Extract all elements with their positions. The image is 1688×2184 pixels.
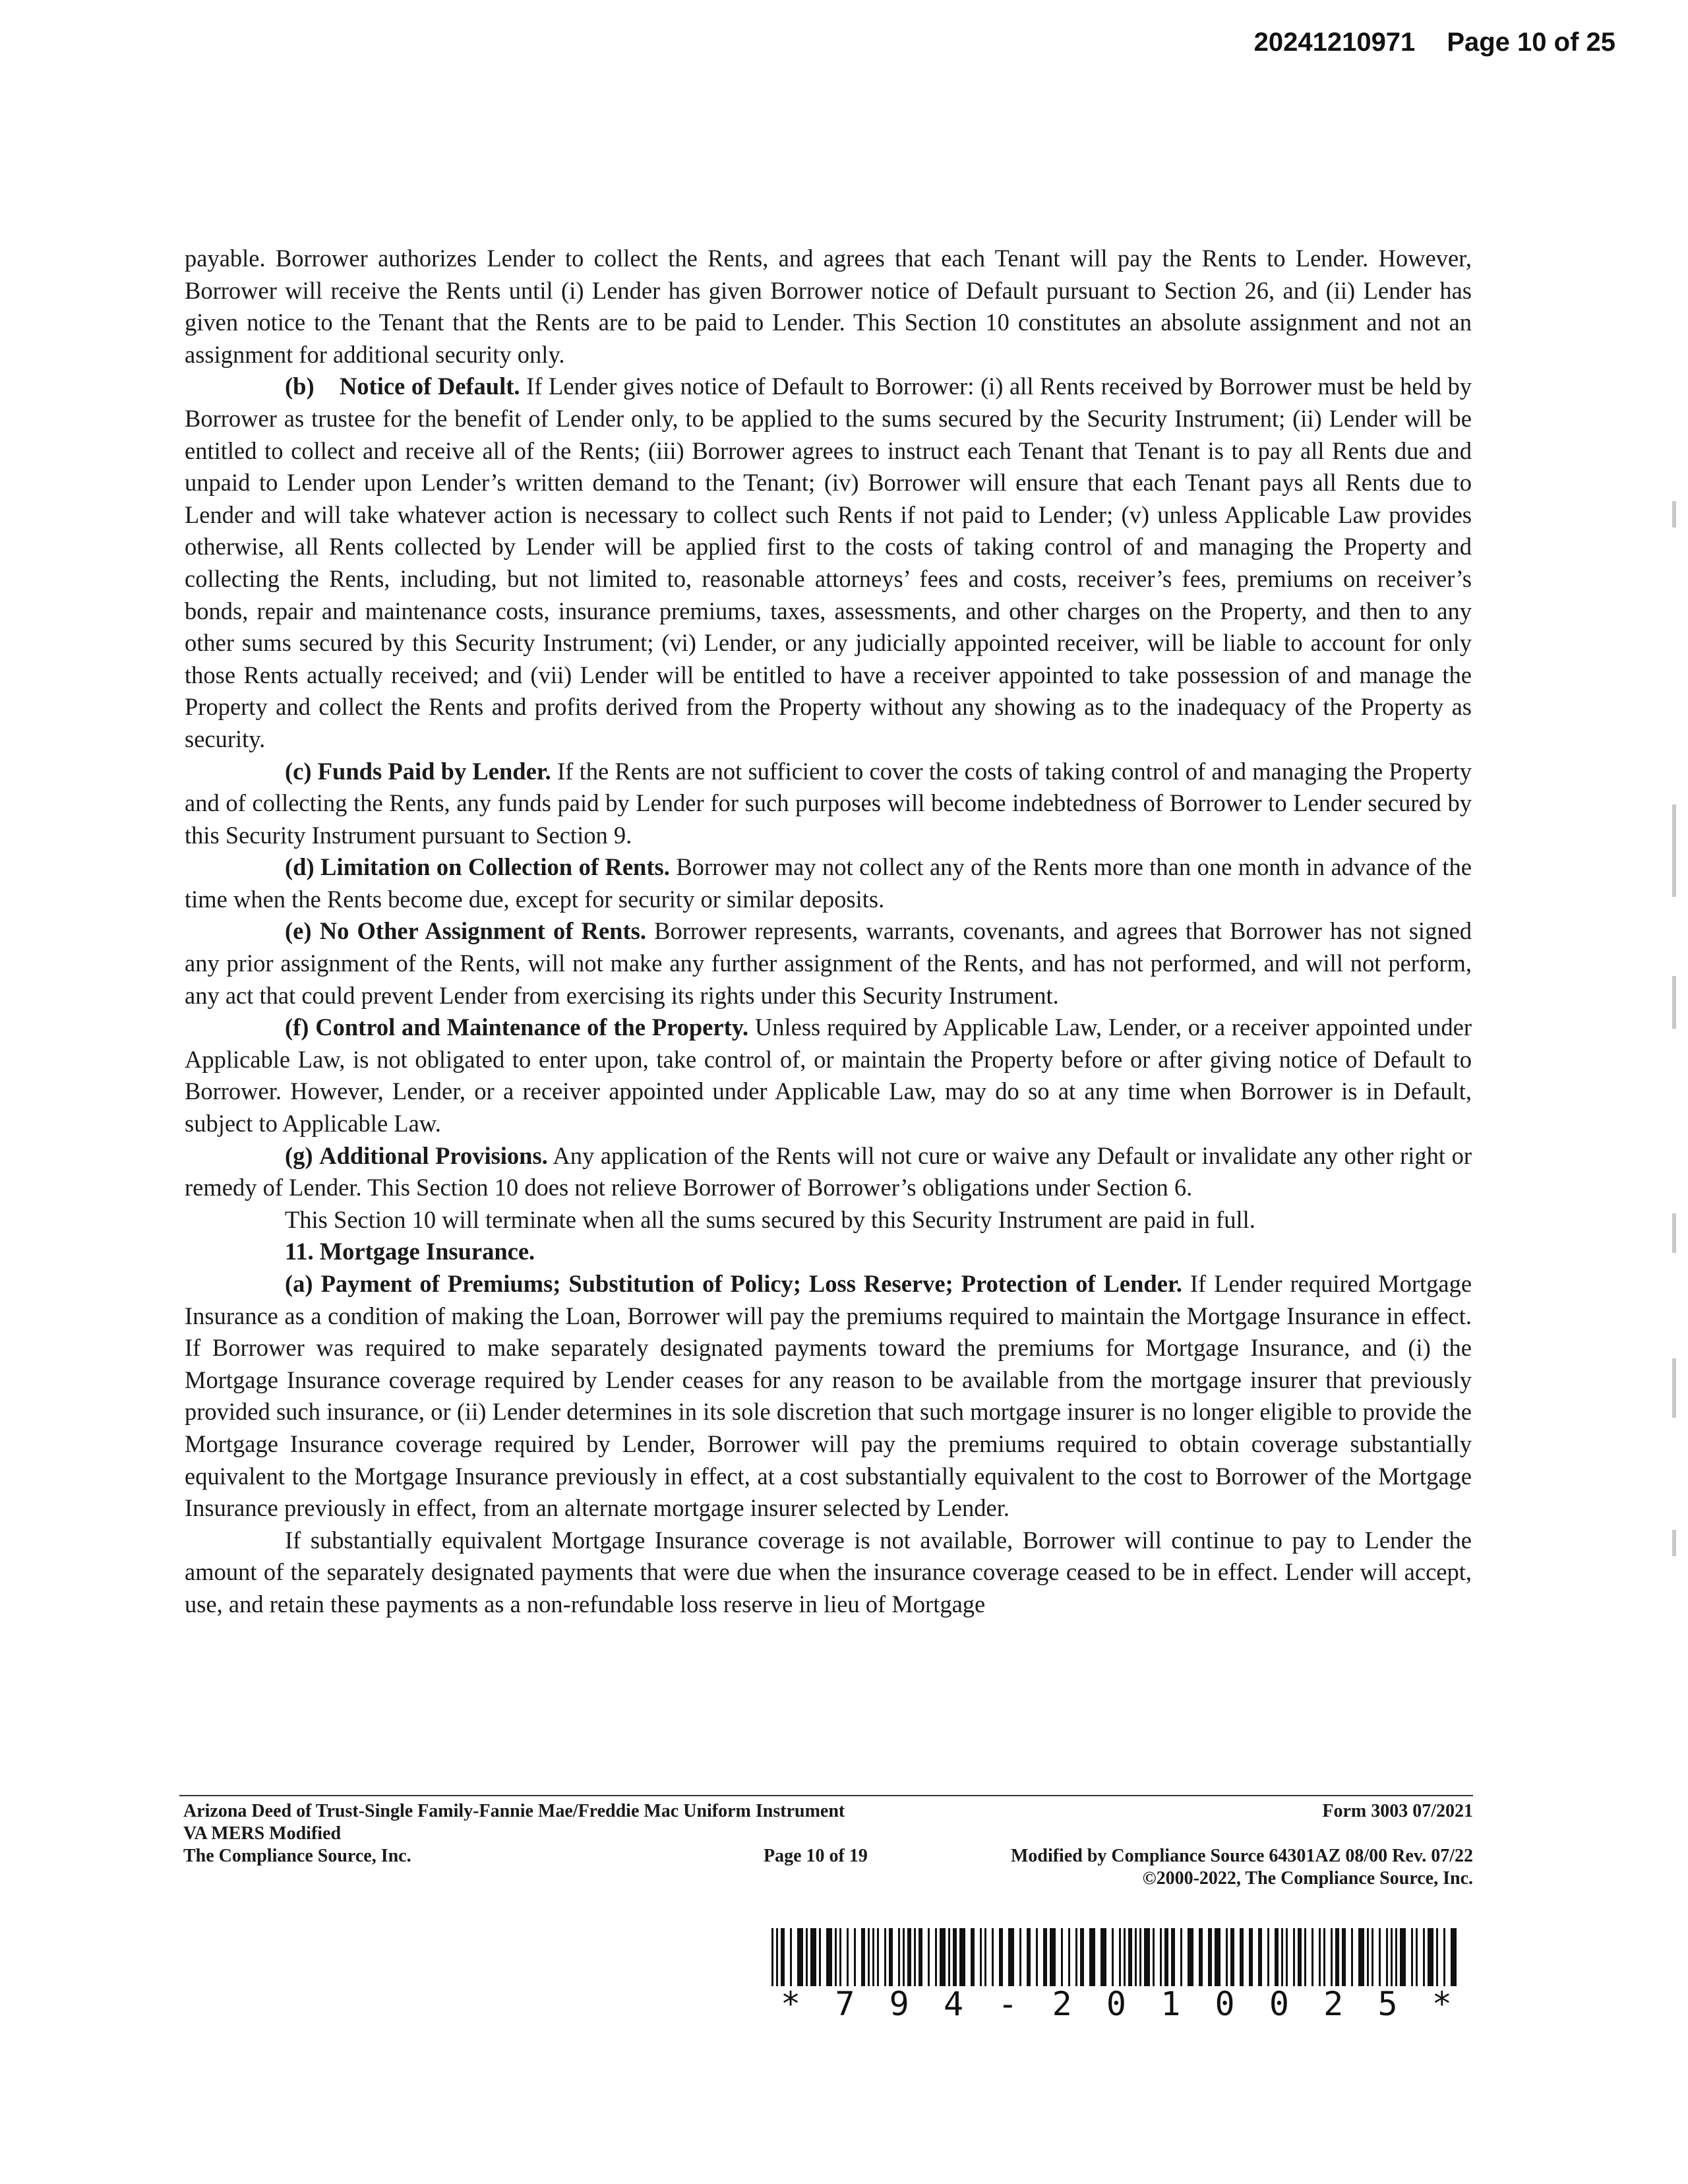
barcode-bar [980,1928,982,1989]
paragraph-lead: (e) [285,917,312,945]
barcode-bar [1372,1928,1373,1989]
barcode-bar [907,1928,911,1989]
paragraph-text: Borrower represents, warrants, covenants, and agrees that Borrower has not signed any prior assignment of the Rents, will not make any further assignment of the Rents, and has not performed, and will not perform, any act that could prevent Lender from exercising its rights under this Security Instrument. [185,917,1472,1009]
barcode-bar [1298,1928,1302,1989]
barcode-bar [1112,1928,1114,1989]
barcode-bar [1124,1928,1126,1989]
barcode-bar [877,1928,879,1989]
paragraph-additional-provisions [185,1140,1472,1204]
barcode-char: 0 [1106,1985,1126,2023]
barcode-bar [1226,1928,1228,1989]
barcode-bar [835,1928,837,1989]
barcode-bar [1240,1928,1244,1989]
barcode-bar [1208,1928,1212,1989]
paragraph-heading: Funds Paid by Lender. [317,757,551,785]
barcode-bar [914,1928,916,1989]
barcode-bar [1395,1928,1397,1989]
form-title: Arizona Deed of Trust-Single Family-Fannie Mae/Freddie Mac Uniform Instrument [183,1801,845,1821]
barcode-bar [1379,1928,1381,1989]
barcode-bar [1342,1928,1346,1989]
barcode-bar [992,1928,994,1989]
barcode-bar [1428,1928,1433,1989]
barcode-bar [919,1928,922,1989]
page-indicator: Page 10 of 25 [1447,28,1615,57]
barcode-bar [1215,1928,1221,1989]
scan-edge-marks [1672,501,1679,1609]
barcode-char: * [1432,1985,1452,2023]
barcode-bar [781,1928,785,1989]
barcode-char: * [781,1985,801,2023]
paragraph-payment-of-premiums [185,1268,1472,1525]
barcode-bar [1451,1928,1457,1989]
barcode-bar [1331,1928,1333,1989]
barcode-char: 9 [889,1985,909,2023]
barcode-bar [1391,1928,1393,1989]
barcode-bar [959,1928,965,1989]
paragraph-termination [185,1204,1472,1236]
form-number: Form 3003 07/2021 [1322,1801,1473,1821]
barcode-bar [861,1928,865,1989]
barcode-char: 7 [835,1985,855,2023]
paragraph-heading: Limitation on Collection of Rents. [320,853,670,881]
paragraph-heading: 11. Mortgage Insurance. [285,1238,535,1265]
barcode-bar [1144,1928,1150,1989]
paragraph-limitation [185,851,1472,915]
barcode-bar [1286,1928,1288,1989]
barcode-bar [1323,1928,1325,1989]
barcode-bar [771,1928,773,1989]
barcode-bar [1258,1928,1262,1989]
barcode-char: 0 [1269,1985,1289,2023]
barcode-char: 2 [1052,1985,1072,2023]
paragraph-funds-paid [185,756,1472,852]
paragraph-no-other-assignment [185,915,1472,1012]
barcode-char: 0 [1215,1985,1235,2023]
paragraph-text: If Lender required Mortgage Insurance as a condition of making the Loan, Borrower will pay the premiums required to maintain the Mortgage Insurance in effect. If Borrower was required to make separately designated payments toward the premiums for Mortgage Insurance, and (i) the Mortgage Insurance coverage required by Lender ceases for any reason to be available from the mortgage insurer that previously provided such insurance, or (ii) Lender determines in its sole discretion that such mortgage insurer is no longer eligible to provide the Mortgage Insurance coverage required by Lender, Borrower will pay the premiums required to obtain coverage substantially equivalent to the Mortgage Insurance previously in effect, at a cost substantially equivalent to the cost to Borrower of the Mortgage Insurance previously in effect, from an alternate mortgage insurer selected by Lender. [185,1270,1472,1522]
paragraph-lead: (a) [285,1270,313,1297]
barcode-bar [1367,1928,1369,1989]
paragraph-lead: (f) [285,1014,309,1041]
paragraph-heading: Control and Maintenance of the Property. [315,1014,749,1041]
barcode-bar [1304,1928,1306,1989]
barcode-bar [790,1928,792,1989]
document-number: 20241210971 [1253,28,1416,57]
barcode-bar [1423,1928,1425,1989]
barcode-bar [999,1928,1003,1989]
barcode-bar [1027,1928,1031,1989]
barcode-bar [1275,1928,1279,1989]
page-header [1254,28,1615,57]
paragraph-equivalent-coverage [185,1525,1472,1621]
barcode-bar [872,1928,874,1989]
paragraph-text: Unless required by Applicable Law, Lender, or a receiver appointed under Applicable Law, is not obligated to enter upon, take control of, or maintain the Property before or after giving notice of Default to Borrower. However, Lender, or a receiver appointed under Applicable Law, may do so at any time when Borrower is in Default, subject to Applicable Law. [185,1014,1472,1138]
barcode-bar [1089,1928,1095,1989]
barcode-bar [1100,1928,1106,1989]
barcode-bar [826,1928,832,1989]
barcode-bar [935,1928,937,1989]
barcode-bar [884,1928,886,1989]
barcode-bar [984,1928,986,1989]
paragraph-text: This Section 10 will terminate when all the sums secured by this Security Instrument are paid in full. [285,1205,1255,1233]
paragraph-heading: Payment of Premiums; Substitution of Policy; Loss Reserve; Protection of Lender. [320,1270,1182,1297]
paragraph-notice-of-default [185,371,1472,755]
barcode-bar [1036,1928,1038,1989]
paragraph-heading: Notice of Default. [339,373,520,400]
form-variant: VA MERS Modified [183,1823,342,1844]
barcode-bar [806,1928,808,1989]
barcode-bar [1358,1928,1364,1989]
barcode-bar [1351,1928,1353,1989]
barcode-bar [903,1928,905,1989]
barcode-bar [839,1928,841,1989]
barcode-bar [1188,1928,1193,1989]
barcode-bar [1411,1928,1413,1989]
page-footer [183,1800,1473,1890]
paragraph-lead: (g) [285,1141,313,1169]
paragraph-lead: (c) [285,757,312,785]
paragraph-heading: No Other Assignment of Rents. [319,917,646,945]
barcode-bar [854,1928,856,1989]
section-11-heading [185,1236,1472,1268]
barcode-bar [797,1928,803,1989]
barcode-bar [1119,1928,1121,1989]
barcode-bar [1293,1928,1295,1989]
barcode-bar [928,1928,930,1989]
barcode-bar [971,1928,975,1989]
barcode-bar [1386,1928,1388,1989]
barcode-bar [940,1928,946,1989]
paragraph-text: If substantially equivalent Mortgage Insurance coverage is not available, Borrower will continue to pay to Lender the amount of the separately designated payments that were due when the insurance coverage ceased to be in effect. Lender will accept, use, and retain these payments as a non-refundable loss reserve in lieu of Mortgage [185,1526,1472,1618]
barcode-bar [1281,1928,1283,1989]
paragraph-heading: Additional Provisions. [319,1141,548,1169]
barcode-bar [810,1928,816,1989]
barcode-bar [1319,1928,1321,1989]
barcode-bar [1311,1928,1313,1989]
barcode-char: 1 [1160,1985,1181,2023]
barcode-bar [1061,1928,1063,1989]
footer-divider [179,1795,1473,1796]
paragraph-text: If Lender gives notice of Default to Borrower: (i) all Rents received by Borrower must be held by Borrower as trustee for the benefit of Lender only, to be applied to the sums secured by the Security Instrument; (ii) Lender will be entitled to collect and receive all of the Rents; (iii) Borrower agrees to instruct each Tenant that Tenant is to pay all Rents due and unpaid to Lender upon Lender’s written demand to the Tenant; (iv) Borrower will ensure that each Tenant pays all Rents due to Lender and will take whatever action is necessary to collect such Rents if not paid to Lender; (v) unless Applicable Law provides otherwise, all Rents collected by Lender will be applied first to the costs of taking control of and managing the Property and collecting the Rents, including, but not limited to, reasonable attorneys’ fees and costs, receiver’s fees, premiums on receiver’s bonds, repair and maintenance costs, insurance premiums, taxes, assessments, and other charges on the Property, and then to any other sums secured by this Security Instrument; (vi) Lender, or any judicially appointed receiver, will be liable to account for only those Rents actually received; and (vii) Lender will be entitled to have a receiver appointed to take possession of and manage the Property and collect the Rents and profits derived from the Property without any showing as to the inadequacy of the Property as security. [185,373,1472,752]
barcode-char: 4 [943,1985,964,2023]
barcode-bar [1019,1928,1021,1989]
barcode-bar [1199,1928,1203,1989]
barcode-bar [1443,1928,1445,1989]
paragraph-text: If the Rents are not sufficient to cover the costs of taking control of and managing the Property and of collecting the Rents, any funds paid by Lender for such purposes will become indebtedness of Borrower to Lender secured by this Security Instrument pursuant to Section 9. [185,757,1472,849]
barcode-bar [1436,1928,1438,1989]
barcode-bar [1180,1928,1182,1989]
barcode-bar [1075,1928,1077,1989]
company-name: The Compliance Source, Inc. [183,1846,411,1866]
barcode-bar [1400,1928,1406,1989]
barcode-bars [769,1928,1464,1989]
barcode-digits [769,1986,1464,2022]
barcode-bar [1008,1928,1014,1989]
form-page-number: Page 10 of 19 [764,1846,868,1866]
barcode-bar [1139,1928,1141,1989]
barcode-bar [1128,1928,1132,1989]
barcode-bar [953,1928,957,1989]
barcode-char: - [998,1985,1018,2023]
barcode-bar [819,1928,821,1989]
modified-note: Modified by Compliance Source 64301AZ 08/00 Rev. 07/22 [1010,1846,1473,1866]
barcode-bar [868,1928,870,1989]
paragraph-continuation [185,243,1472,371]
barcode-bar [1171,1928,1175,1989]
barcode-bar [1230,1928,1234,1989]
barcode-bar [1249,1928,1253,1989]
barcode-bar [1050,1928,1056,1989]
barcode-char: 5 [1377,1985,1398,2023]
barcode-bar [1267,1928,1269,1989]
barcode-bar [1068,1928,1070,1989]
barcode-bar [1135,1928,1137,1989]
barcode-bar [847,1928,849,1989]
barcode-bar [1416,1928,1418,1989]
copyright-note: ©2000-2022, The Compliance Source, Inc. [1142,1868,1473,1889]
barcode-bar [1153,1928,1155,1989]
barcode-bar [1335,1928,1339,1989]
paragraph-text: Borrower may not collect any of the Rents more than one month in advance of the time when the Rents become due, except for security or similar deposits. [185,853,1472,913]
barcode-bar [1080,1928,1084,1989]
paragraph-lead: (d) [285,853,315,881]
barcode-bar [1043,1928,1047,1989]
barcode-bar [898,1928,900,1989]
barcode-char: 2 [1323,1985,1344,2023]
barcode-bar [776,1928,778,1989]
barcode-bar [1160,1928,1162,1989]
barcode-bar [1164,1928,1168,1989]
paragraph-control-maintenance [185,1012,1472,1139]
paragraph-text: Any application of the Rents will not cure or waive any Default or invalidate any other right or remedy of Lender. This Section 10 does not relieve Borrower of Borrower’s obligations under Section 6. [185,1141,1472,1201]
barcode-bar [889,1928,893,1989]
paragraph-lead: (b) [285,373,315,400]
barcode-bar [948,1928,950,1989]
paragraph-text: payable. Borrower authorizes Lender to collect the Rents, and agrees that each Tenant will pay the Rents to Lender. However, Borrower will receive the Rents until (i) Lender has given Borrower notice of Default pursuant to Section 26, and (ii) Lender has given notice to the Tenant that the Rents are to be paid to Lender. This Section 10 constitutes an absolute assignment and not an assignment for additional security only. [185,245,1472,368]
document-body [185,243,1472,1621]
